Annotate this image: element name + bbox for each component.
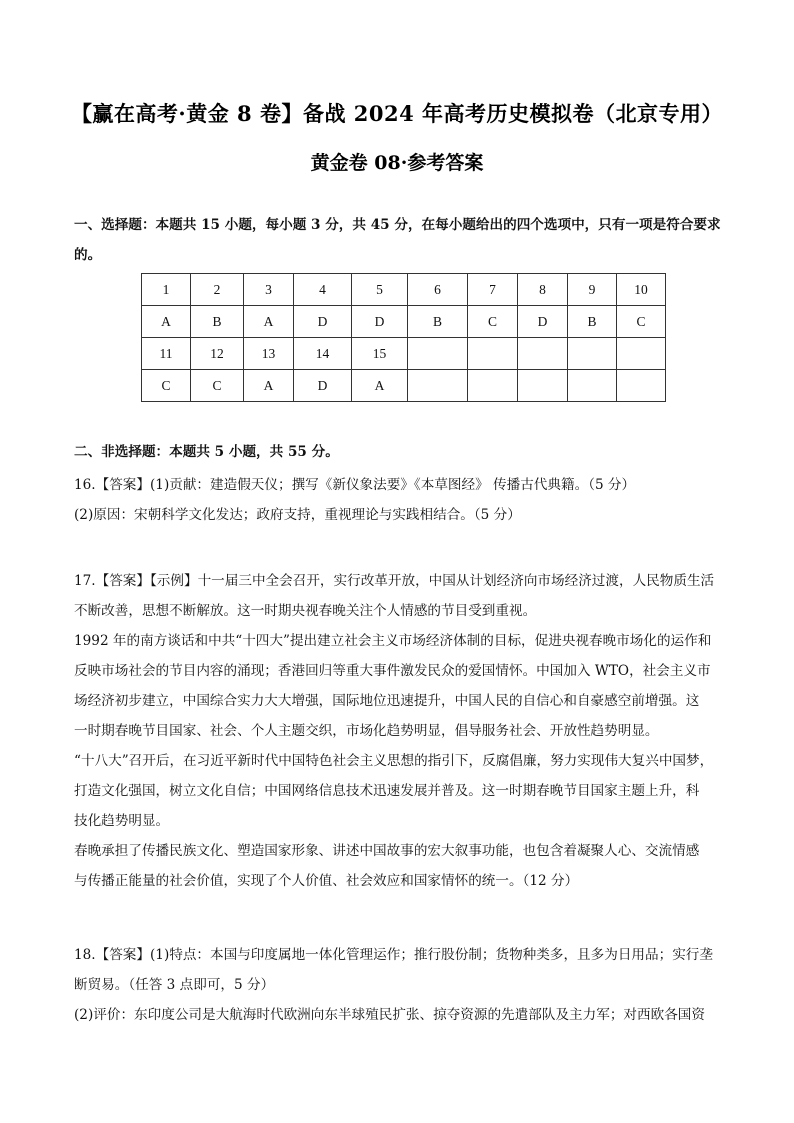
- q17-line: 场经济初步建立，中国综合实力大大增强，国际地位迅速提升，中国人民的自信心和自豪感空前增强。这: [74, 693, 700, 709]
- answer-table-cell: [617, 338, 666, 370]
- answer-table-cell: 12: [191, 338, 244, 370]
- answer-table-cell: 7: [468, 274, 518, 306]
- answer-table-cell: B: [408, 306, 468, 338]
- section2-heading-text: 二、非选择题：本题共 5 小题，共 55 分。: [74, 444, 339, 460]
- answer-table-cell: A: [244, 370, 294, 402]
- answer-table-cell: [568, 370, 617, 402]
- answer-table-cell: C: [617, 306, 666, 338]
- answer-table-row: [142, 274, 666, 306]
- q16-line: 16.【答案】(1)贡献：建造假天仪；撰写《新仪象法要》《本草图经》 传播古代典籍。（5 分）: [74, 477, 636, 493]
- answer-table-cell: 11: [142, 338, 191, 370]
- q17-answer: [74, 566, 734, 896]
- section1-line: 的。: [74, 247, 102, 263]
- answer-table-cell: 8: [518, 274, 568, 306]
- answer-table-cell: [617, 370, 666, 402]
- answer-table-cell: [468, 370, 518, 402]
- section2-heading: [74, 437, 724, 467]
- answer-table-cell: A: [352, 370, 408, 402]
- answer-table-cell: B: [191, 306, 244, 338]
- q17-line: 与传播正能量的社会价值，实现了个人价值、社会效应和国家情怀的统一。（12 分）: [74, 873, 579, 889]
- answer-table-cell: [468, 338, 518, 370]
- q16-answer: [74, 470, 724, 530]
- q18-answer: [74, 940, 734, 1030]
- answer-table-row: [142, 306, 666, 338]
- answer-table-cell: 10: [617, 274, 666, 306]
- q17-line: 17.【答案】【示例】十一届三中全会召开，实行改革开放，中国从计划经济向市场经济过渡，人民物质生活: [74, 573, 715, 589]
- q17-line: 一时期春晚节目国家、社会、个人主题交织，市场化趋势明显，倡导服务社会、开放性趋势明显。: [74, 723, 659, 739]
- answer-table-cell: D: [352, 306, 408, 338]
- answer-table-row: [142, 338, 666, 370]
- answer-table-cell: [518, 370, 568, 402]
- answer-table-cell: 15: [352, 338, 408, 370]
- answer-table-cell: [408, 370, 468, 402]
- q17-line: 技化趋势明显。: [74, 813, 170, 829]
- section1-line: 一、选择题：本题共 15 小题，每小题 3 分，共 45 分，在每小题给出的四个选项中，只有一项是符合要求: [74, 217, 721, 233]
- answer-table-cell: D: [294, 370, 352, 402]
- document-title: 【赢在高考·黄金 8 卷】备战 2024 年高考历史模拟卷（北京专用）: [70, 101, 724, 126]
- answer-table-cell: 2: [191, 274, 244, 306]
- q18-line: 18.【答案】(1)特点：本国与印度属地一体化管理运作；推行股份制；货物种类多，且多为日用品；实行垄: [74, 947, 713, 963]
- answer-table-cell: 14: [294, 338, 352, 370]
- answer-table-cell: 4: [294, 274, 352, 306]
- section1-instructions: [74, 210, 724, 270]
- q17-line: 不断改善，思想不断解放。这一时期央视春晚关注个人情感的节目受到重视。: [74, 603, 537, 619]
- answer-table-cell: A: [244, 306, 294, 338]
- answer-table-cell: C: [468, 306, 518, 338]
- q17-line: “十八大”召开后，在习近平新时代中国特色社会主义思想的指引下，反腐倡廉，努力实现伟大复兴中国梦，: [74, 753, 714, 769]
- q18-line: (2)评价：东印度公司是大航海时代欧洲向东半球殖民扩张、掠夺资源的先遣部队及主力军；对西欧各国资: [74, 1007, 705, 1023]
- answer-table-cell: C: [142, 370, 191, 402]
- document-subtitle: 黄金卷 08·参考答案: [310, 152, 484, 174]
- q17-line: 1992 年的南方谈话和中共“十四大”提出建立社会主义市场经济体制的目标，促进央视春晚市场化的运作和: [74, 633, 712, 649]
- answer-table-cell: C: [191, 370, 244, 402]
- answer-table-cell: D: [294, 306, 352, 338]
- answer-table-cell: D: [518, 306, 568, 338]
- q16-line: (2)原因：宋朝科学文化发达；政府支持，重视理论与实践相结合。（5 分）: [74, 507, 521, 523]
- answer-table-cell: 6: [408, 274, 468, 306]
- answer-table-cell: 5: [352, 274, 408, 306]
- answer-table-cell: [408, 338, 468, 370]
- answer-table-cell: [518, 338, 568, 370]
- answer-table: [141, 273, 666, 402]
- q17-line: 春晚承担了传播民族文化、塑造国家形象、讲述中国故事的宏大叙事功能，也包含着凝聚人心、交流情感: [74, 843, 700, 859]
- answer-table-row: [142, 370, 666, 402]
- answer-table-cell: 3: [244, 274, 294, 306]
- answer-table-cell: [568, 338, 617, 370]
- q18-line: 断贸易。（任答 3 点即可，5 分）: [74, 977, 275, 993]
- answer-table-cell: A: [142, 306, 191, 338]
- answer-table-cell: B: [568, 306, 617, 338]
- q17-line: 反映市场社会的节目内容的涌现；香港回归等重大事件激发民众的爱国情怀。中国加入 WTO，社会主义市: [74, 663, 711, 679]
- answer-table-cell: 13: [244, 338, 294, 370]
- answer-table-cell: 1: [142, 274, 191, 306]
- q17-line: 打造文化强国，树立文化自信；中国网络信息技术迅速发展并普及。这一时期春晚节目国家主题上升，科: [74, 783, 700, 799]
- answer-table-cell: 9: [568, 274, 617, 306]
